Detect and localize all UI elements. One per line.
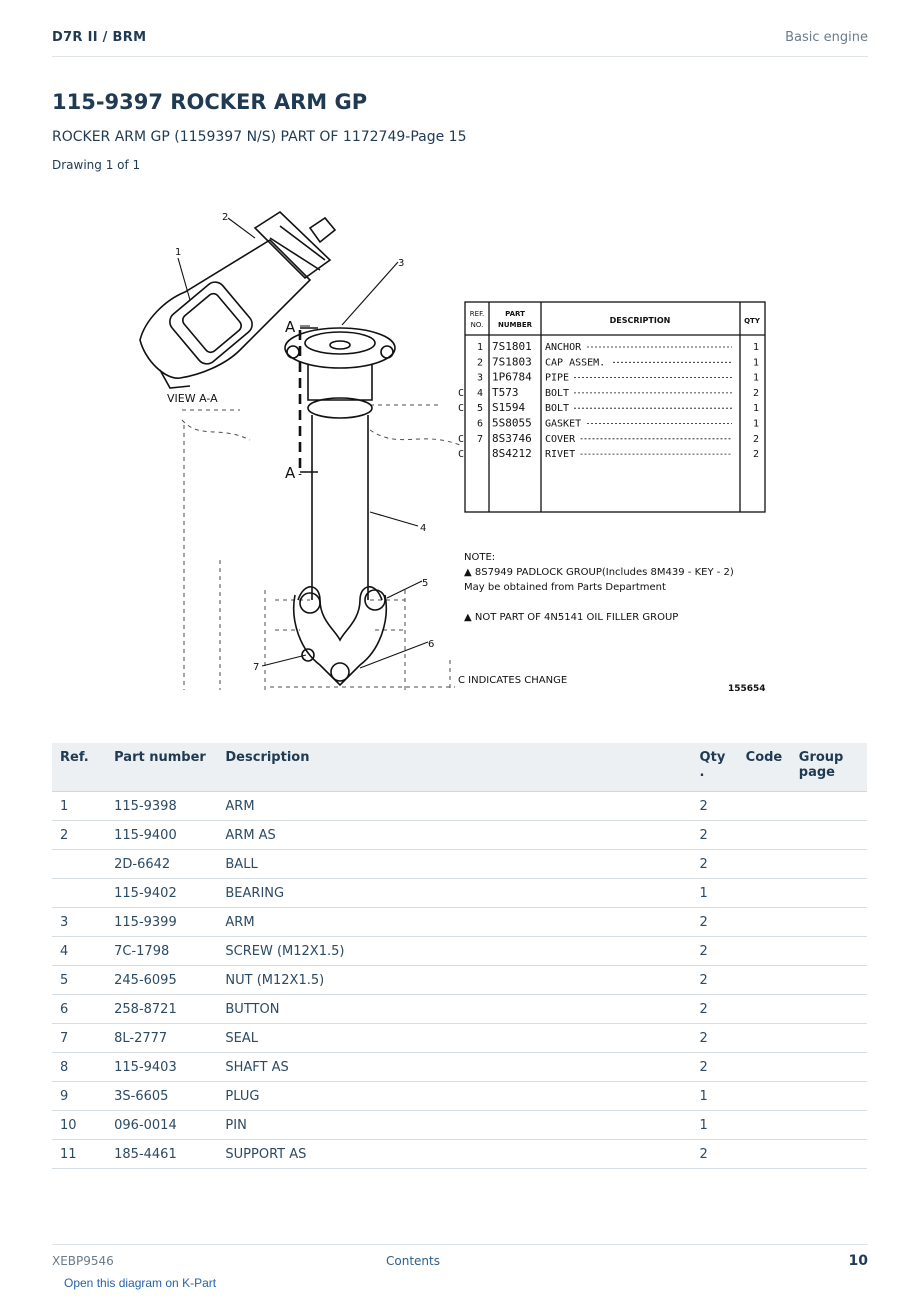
legend-ref: 7 [476, 433, 484, 445]
cell-part-number: 115-9400 [106, 821, 217, 850]
svg-text:PART: PART [505, 310, 525, 318]
parts-diagram[interactable] [120, 200, 800, 700]
legend-qty: 1 [752, 372, 760, 384]
legend-ref: 4 [476, 387, 484, 399]
legend-description: COVER [545, 433, 576, 445]
svg-text:QTY: QTY [744, 317, 760, 325]
cell-group-page [791, 850, 867, 879]
legend-ref: 3 [476, 372, 484, 384]
page-subtitle: ROCKER ARM GP (1159397 N/S) PART OF 1172749-Page 15 [52, 129, 467, 145]
legend-qty: 1 [752, 357, 760, 369]
cell-code [738, 1082, 791, 1111]
cell-part-number: 096-0014 [106, 1111, 217, 1140]
cell-part-number: 245-6095 [106, 966, 217, 995]
page-header [52, 28, 868, 57]
cell-ref [52, 879, 106, 908]
parts-table-body [52, 792, 867, 1169]
pipe-assembly [285, 328, 395, 685]
note-line-1: ▲ 8S7949 PADLOCK GROUP(Includes 8M439 - KEY - 2) [464, 567, 734, 578]
legend-description: BOLT [545, 387, 570, 399]
cell-ref [52, 850, 106, 879]
cell-group-page [791, 937, 867, 966]
cell-part-number: 3S-6605 [106, 1082, 217, 1111]
legend-ref: 6 [476, 418, 484, 430]
legend-change-mark: C [458, 387, 465, 399]
cell-part-number: 258-8721 [106, 995, 217, 1024]
cell-code [738, 792, 791, 821]
legend-description: RIVET [545, 449, 576, 461]
section-mark-bottom: A [285, 464, 296, 482]
cell-group-page [791, 821, 867, 850]
cell-group-page [791, 908, 867, 937]
col-code[interactable]: Code [738, 743, 791, 792]
legend-part-number: S1594 [492, 401, 526, 415]
cell-ref: 5 [52, 966, 106, 995]
breadcrumb[interactable]: D7R II / BRM [52, 30, 147, 45]
cell-ref: 7 [52, 1024, 106, 1053]
legend-qty: 2 [752, 387, 760, 399]
cell-description: ARM [217, 792, 691, 821]
table-row[interactable] [52, 908, 867, 937]
cell-code [738, 908, 791, 937]
cell-qty: 2 [692, 995, 738, 1024]
cell-code [738, 1024, 791, 1053]
col-part-number[interactable]: Part number [106, 743, 217, 792]
cell-part-number: 8L-2777 [106, 1024, 217, 1053]
col-ref[interactable]: Ref. [52, 743, 106, 792]
cell-group-page [791, 1053, 867, 1082]
cell-part-number: 115-9403 [106, 1053, 217, 1082]
cell-group-page [791, 1024, 867, 1053]
cell-code [738, 995, 791, 1024]
cell-group-page [791, 792, 867, 821]
legend-part-number: 7S1801 [492, 340, 532, 353]
col-qty[interactable]: Qty . [692, 743, 738, 792]
drawing-number: 155654 [728, 684, 766, 694]
cell-description: BEARING [217, 879, 691, 908]
cell-ref: 10 [52, 1111, 106, 1140]
cell-group-page [791, 966, 867, 995]
page-number: 10 [848, 1253, 868, 1269]
callout-5: 5 [422, 578, 429, 589]
callout-2: 2 [222, 212, 229, 223]
callout-4: 4 [420, 523, 427, 534]
view-label: VIEW A-A [167, 392, 218, 405]
legend-part-number: 8S3746 [492, 431, 532, 445]
cell-description: SCREW (M12X1.5) [217, 937, 691, 966]
table-row[interactable] [52, 1140, 867, 1169]
legend-ref: 2 [476, 357, 484, 369]
legend-ref: 5 [476, 403, 484, 415]
svg-text:NO.: NO. [470, 321, 484, 329]
legend-qty: 2 [752, 433, 760, 445]
cell-description: ARM [217, 908, 691, 937]
change-note: C INDICATES CHANGE [458, 675, 568, 686]
cell-group-page [791, 1140, 867, 1169]
legend-change-mark: C [458, 403, 465, 415]
legend-part-number: 5S8055 [492, 416, 532, 430]
cell-group-page [791, 879, 867, 908]
note-line-2: May be obtained from Parts Department [464, 582, 666, 593]
section-label: Basic engine [785, 30, 868, 45]
svg-text:REF.: REF. [469, 310, 485, 318]
svg-text:DESCRIPTION: DESCRIPTION [609, 316, 671, 325]
legend-ref: 1 [476, 342, 484, 353]
table-row[interactable] [52, 995, 867, 1024]
legend-description: BOLT [545, 403, 570, 415]
legend-change-mark: C [458, 433, 465, 445]
engine-outline [182, 405, 460, 690]
legend-description: PIPE [545, 372, 570, 384]
document-id: XEBP9546 [52, 1254, 114, 1268]
cell-qty: 1 [692, 1111, 738, 1140]
note-title: NOTE: [464, 552, 496, 563]
cell-ref: 6 [52, 995, 106, 1024]
cell-description: PLUG [217, 1082, 691, 1111]
cell-description: ARM AS [217, 821, 691, 850]
cell-qty: 1 [692, 879, 738, 908]
cell-group-page [791, 1082, 867, 1111]
cell-code [738, 821, 791, 850]
cell-code [738, 937, 791, 966]
cell-qty: 2 [692, 1053, 738, 1082]
cell-qty: 2 [692, 821, 738, 850]
view-a-a-detail [140, 212, 335, 388]
open-k-part-link[interactable]: Open this diagram on K-Part [64, 1276, 217, 1290]
legend-description: ANCHOR [545, 342, 582, 353]
cell-code [738, 879, 791, 908]
cell-qty: 2 [692, 966, 738, 995]
cell-qty: 1 [692, 1082, 738, 1111]
cell-part-number: 185-4461 [106, 1140, 217, 1169]
callout-6: 6 [428, 639, 435, 650]
cell-description: SEAL [217, 1024, 691, 1053]
cell-ref: 1 [52, 792, 106, 821]
cell-qty: 2 [692, 850, 738, 879]
cell-qty: 2 [692, 937, 738, 966]
contents-link[interactable]: Contents [386, 1254, 440, 1268]
cell-qty: 2 [692, 1140, 738, 1169]
legend-description: GASKET [545, 418, 582, 430]
table-header-row [52, 743, 867, 792]
cell-description: SUPPORT AS [217, 1140, 691, 1169]
cell-ref: 8 [52, 1053, 106, 1082]
page-title: 115-9397 ROCKER ARM GP [52, 90, 368, 114]
cell-qty: 2 [692, 1024, 738, 1053]
table-row[interactable] [52, 966, 867, 995]
cell-code [738, 1140, 791, 1169]
cell-description: PIN [217, 1111, 691, 1140]
legend-qty: 1 [752, 403, 760, 415]
note-line-3: ▲ NOT PART OF 4N5141 OIL FILLER GROUP [464, 612, 679, 623]
cell-code [738, 966, 791, 995]
parts-table [52, 743, 867, 1169]
diagram-drawing [120, 200, 800, 700]
callout-3: 3 [398, 258, 405, 269]
cell-code [738, 1053, 791, 1082]
col-description[interactable]: Description [217, 743, 691, 792]
cell-qty: 2 [692, 908, 738, 937]
svg-text:NUMBER: NUMBER [497, 321, 533, 329]
table-row[interactable] [52, 1024, 867, 1053]
cell-ref: 2 [52, 821, 106, 850]
cell-group-page [791, 995, 867, 1024]
cell-ref: 4 [52, 937, 106, 966]
table-row[interactable] [52, 792, 867, 821]
legend-part-number: 8S4212 [492, 447, 532, 461]
cell-part-number: 115-9402 [106, 879, 217, 908]
drawing-count: Drawing 1 of 1 [52, 158, 141, 172]
legend-description: CAP ASSEM. [545, 357, 606, 369]
cell-description: NUT (M12X1.5) [217, 966, 691, 995]
cell-description: SHAFT AS [217, 1053, 691, 1082]
legend-rows [458, 340, 759, 460]
legend-part-number: 1P6784 [492, 370, 532, 384]
table-row[interactable] [52, 1111, 867, 1140]
table-row[interactable] [52, 821, 867, 850]
table-row[interactable] [52, 850, 867, 879]
table-row[interactable] [52, 1082, 867, 1111]
callout-labels [175, 212, 434, 673]
diagram-legend [458, 302, 765, 512]
cell-code [738, 850, 791, 879]
cell-description: BUTTON [217, 995, 691, 1024]
table-row[interactable] [52, 937, 867, 966]
cell-part-number: 115-9399 [106, 908, 217, 937]
legend-qty: 2 [752, 449, 760, 461]
cell-description: BALL [217, 850, 691, 879]
cell-part-number: 2D-6642 [106, 850, 217, 879]
legend-part-number: 7S1803 [492, 355, 532, 369]
table-row[interactable] [52, 879, 867, 908]
legend-part-number: T573 [492, 385, 519, 399]
section-mark-top: A [285, 318, 296, 336]
callout-1: 1 [175, 247, 182, 258]
cell-ref: 11 [52, 1140, 106, 1169]
cell-ref: 3 [52, 908, 106, 937]
cell-group-page [791, 1111, 867, 1140]
cell-qty: 2 [692, 792, 738, 821]
callout-7: 7 [253, 662, 260, 673]
legend-change-mark: C [458, 449, 465, 461]
cell-part-number: 115-9398 [106, 792, 217, 821]
legend-qty: 1 [752, 342, 760, 353]
table-row[interactable] [52, 1053, 867, 1082]
page-footer [52, 1244, 868, 1275]
legend-qty: 1 [752, 418, 760, 430]
col-group-page[interactable]: Group page [791, 743, 867, 792]
cell-part-number: 7C-1798 [106, 937, 217, 966]
cell-code [738, 1111, 791, 1140]
cell-ref: 9 [52, 1082, 106, 1111]
